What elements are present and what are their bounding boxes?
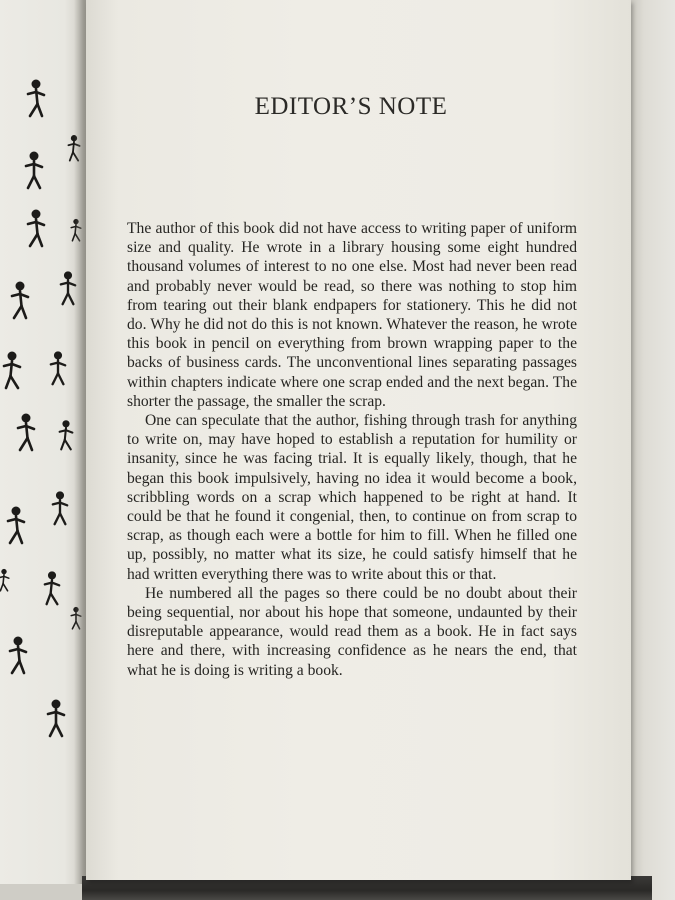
stick-figure-icon <box>26 152 42 189</box>
body-text <box>127 219 577 680</box>
stick-figure-icon <box>53 491 67 524</box>
stick-figure-icon <box>60 420 73 449</box>
stick-figure-icon <box>12 282 28 319</box>
stick-figure-icon <box>8 507 24 544</box>
stick-figure-icon <box>10 637 26 674</box>
stick-figure-icon <box>0 569 9 591</box>
paragraph-3: He numbered all the pages so there could be no doubt about their being sequential, nor about his hope that someone, undaunted by their disreputable appearance, would read them as a book. He in fact says here and there, with increasing confidence as he nears the end, that what he is doing is writing a book. <box>127 584 577 679</box>
stick-figure-icon <box>4 352 20 389</box>
stick-figure-icon <box>51 351 65 384</box>
stick-figure-icon <box>48 700 64 737</box>
page-title: EDITOR’S NOTE <box>254 93 448 120</box>
left-cover-edge <box>0 884 90 900</box>
paragraph-1: The author of this book did not have access to writing paper of uniform size and quality. He wrote in a library housing some eight hundred thousand volumes of interest to no one else. Most had never been read and probably never would be read, so there was nothing to stop him from tearing out their blank endpapers for stationery. This he did not do. Why he did not do this is not known. Whatever the reason, he wrote this book in pencil on everything from brown wrapping paper to the backs of business cards. The unconventional lines separating passages within chapters indicate where one scrap ended and the next began. The shorter the passage, the smaller the scrap. <box>127 220 577 410</box>
paragraph-2: One can speculate that the author, fishing through trash for anything to write on, may have hoped to establish a reputation for humility or insanity, since he was facing trial. It is equally likely, though, that he began this book impulsively, having no idea it would become a book, scribbling words on a scrap which happened to be right at hand. It could be that he found it congenial, then, to continue on from scrap to scrap, as though each were a bottle for him to fill. When he filled one up, possibly, no matter what its size, he could satisfy himself that he had written everything there was to write about this or that. <box>127 412 577 583</box>
stick-figure-icon <box>28 80 44 117</box>
stick-figure-icon <box>28 210 44 247</box>
stick-figure-icon <box>18 414 34 451</box>
right-page-edge <box>631 0 675 900</box>
stick-figure-icon <box>45 571 59 604</box>
